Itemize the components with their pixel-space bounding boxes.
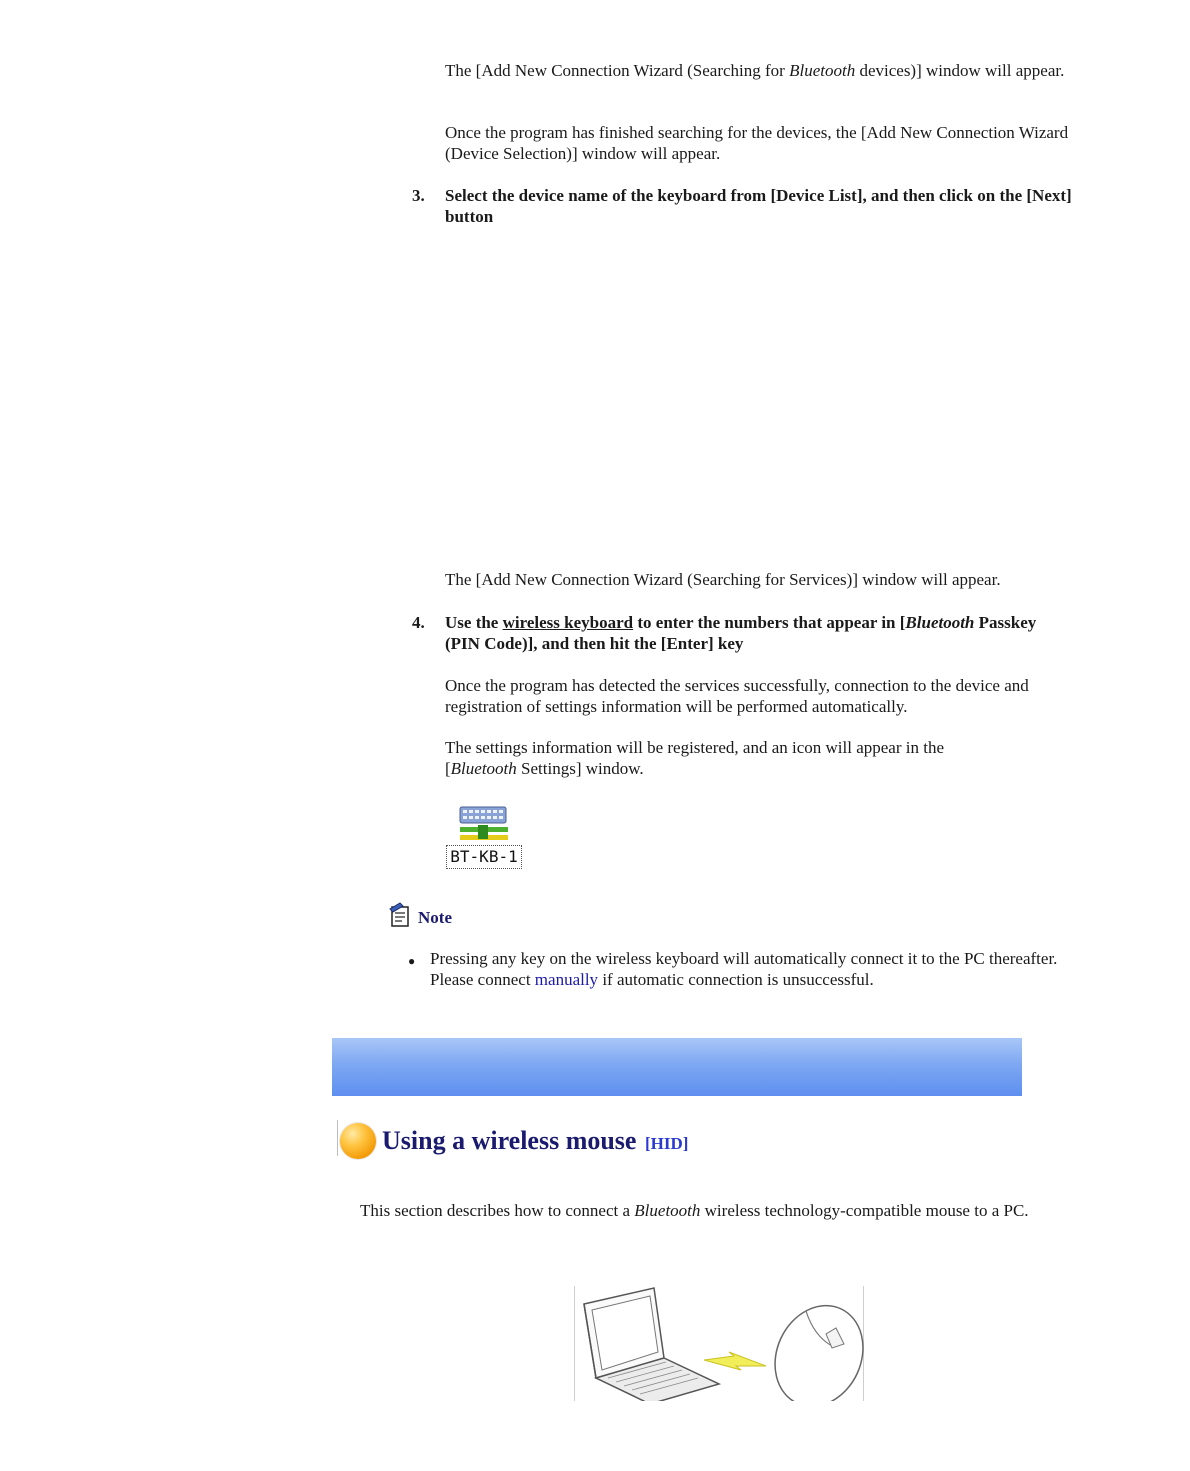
p5-part: Settings] window. <box>516 759 644 778</box>
note-text <box>430 948 1060 990</box>
bullet-icon: ● <box>408 954 416 968</box>
note-icon <box>386 901 414 929</box>
step-4-em: Bluetooth <box>905 613 975 632</box>
p5-part: The settings information will be registered, and an icon will appear in the [ <box>445 738 944 778</box>
step-4-part: to enter the numbers that appear in [ <box>633 613 906 632</box>
wizard-searching-text <box>445 60 1085 81</box>
step-3-number: 3. <box>412 186 425 205</box>
step-3-text: Select the device name of the keyboard from [Device List], and then click on the [Next] button <box>445 186 1072 226</box>
device-selection-text: Once the program has finished searching for the devices, the [Add New Connection Wizard (Device Selection)] window will appear. <box>445 123 1069 163</box>
note-label: Note <box>418 908 452 927</box>
services-detected-text: Once the program has detected the services successfully, connection to the device and registration of settings information will be performed automatically. <box>445 676 1029 716</box>
p1-part: devices)] window will appear. <box>855 61 1065 80</box>
settings-registered-text <box>445 737 1015 779</box>
note-line-1: Pressing any key on the wireless keyboard will automatically connect it to the PC thereafter. <box>430 949 1058 968</box>
intro-em: Bluetooth <box>634 1201 701 1220</box>
p1-part: The [Add New Connection Wizard (Searching for <box>445 61 790 80</box>
wireless-keyboard-link[interactable]: wireless keyboard <box>502 613 634 632</box>
keyboard-icon[interactable] <box>458 805 510 843</box>
laptop-mouse-illustration <box>574 1286 864 1401</box>
note-line-2: if automatic connection is unsuccessful. <box>598 970 874 989</box>
intro-text <box>360 1200 1075 1221</box>
device-icon-label[interactable]: BT-KB-1 <box>446 845 522 869</box>
section-banner <box>332 1038 1022 1096</box>
p1-em: Bluetooth <box>789 61 856 80</box>
section-title: Using a wireless mouse <box>382 1126 637 1155</box>
searching-services-text: The [Add New Connection Wizard (Searching for Services)] window will appear. <box>445 570 1001 589</box>
step-4-part: Passkey (PIN Code)], and then hit the [Enter] key <box>445 613 1037 653</box>
note-line-2: Please connect <box>430 970 535 989</box>
step-4-number: 4. <box>412 613 425 632</box>
intro-part: This section describes how to connect a <box>360 1201 635 1220</box>
manually-link[interactable]: manually <box>534 970 599 989</box>
step-4-part: Use the <box>445 613 503 632</box>
p5-em: Bluetooth <box>450 759 517 778</box>
section-tag[interactable]: [HID] <box>645 1134 689 1153</box>
intro-part: wireless technology-compatible mouse to a PC. <box>700 1201 1029 1220</box>
step-4-text <box>445 612 1075 654</box>
heading-bar <box>337 1120 338 1156</box>
orb-icon <box>340 1123 376 1159</box>
